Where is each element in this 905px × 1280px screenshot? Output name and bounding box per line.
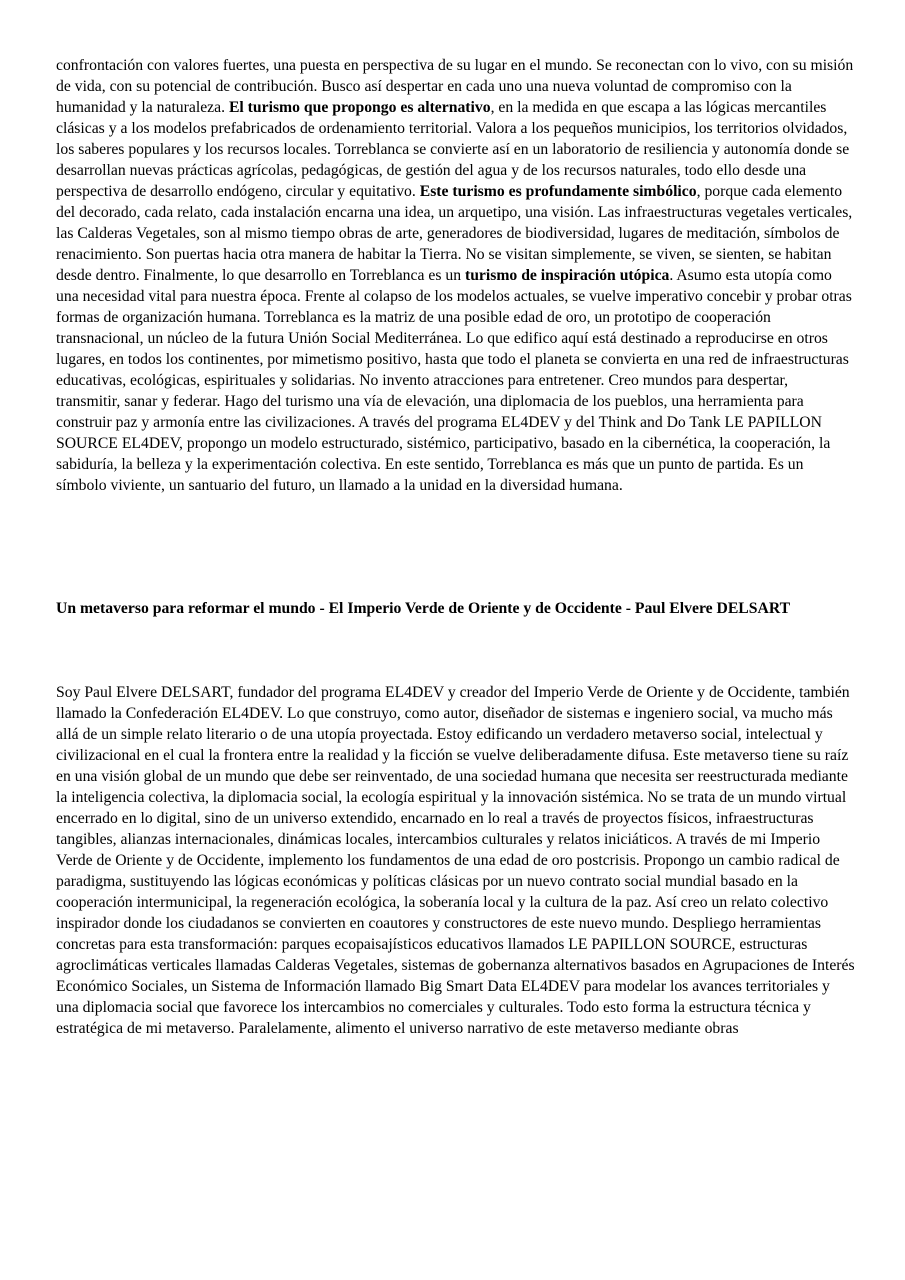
paragraph-text: . Asumo esta utopía como una necesidad vital para nuestra época. Frente al colapso de los modelos actuales, se vuelve imperativo concebir y probar otras formas de organización humana. Torreblanca es la matriz de una posible edad de oro, un prototipo de cooperación transnacional, un núcleo de la futura Unión Social Mediterránea. Lo que edifico aquí está destinado a reproducirse en otros lugares, en todos los continentes, por mimetismo positivo, hasta que todo el planeta se convierta en una red de infraestructuras educativas, ecológicas, espirituales y solidarias. No invento atracciones para entretener. Creo mundos para despertar, transmitir, sanar y federar. Hago del turismo una vía de elevación, una diplomacia de los pueblos, una herramienta para construir paz y armonía entre las civilizaciones. A través del programa EL4DEV y del Think and Do Tank LE PAPILLON SOURCE EL4DEV, propongo un modelo estructurado, sistémico, participativo, basado en la cibernética, la cooperación, la sabiduría, la belleza y la experimentación colectiva. En este sentido, Torreblanca es más que un punto de partida. Es un símbolo viviente, un santuario del futuro, un llamado a la unidad en la diversidad humana. — [56, 267, 852, 494]
section-heading: Un metaverso para reformar el mundo - El Imperio Verde de Oriente y de Occidente - Paul Elvere DELSART — [56, 600, 791, 617]
document-page — [56, 55, 856, 1039]
bold-phrase-alternative-tourism: El turismo que propongo es alternativo — [228, 99, 491, 116]
paragraph-text: , porque cada elemento del decorado, cada relato, cada instalación encarna una idea, un arquetipo, una visión. Las infraestructuras vegetales verticales, las Calderas Vegetales, son al mismo tiempo obras de arte, generadores de biodiversidad, lugares de meditación, símbolos de renacimiento. Son puertas hacia otra manera de habitar la Tierra. No se visitan simplemente, se viven, se sienten, se habitan desde dentro. Finalmente, lo que desarrollo en Torreblanca es un — [56, 183, 853, 284]
bold-phrase-symbolic-tourism: Este turismo es profundamente simbólico — [419, 183, 697, 200]
paragraph-text: , en la medida en que escapa a las lógicas mercantiles clásicas y a los modelos prefabricados de ordenamiento territorial. Valora a los pequeños municipios, los territorios olvidados, los saberes populares y los recursos locales. Torreblanca se convierte así en un laboratorio de resiliencia y autonomía donde se desarrollan nuevas prácticas agrícolas, pedagógicas, de gestión del agua y de los recursos naturales, todo ello desde una perspectiva de desarrollo endógeno, circular y equitativo. — [56, 99, 850, 200]
body-paragraph-metaverse: Soy Paul Elvere DELSART, fundador del programa EL4DEV y creador del Imperio Verde de Oriente y de Occidente, también llamado la Confederación EL4DEV. Lo que construyo, como autor, diseñador de sistemas e ingeniero social, va mucho más allá de un simple relato literario o de una utopía proyectada. Estoy edificando un verdadero metaverso social, intelectual y civilizacional en el cual la frontera entre la realidad y la ficción se vuelve deliberadamente difusa. Este metaverso tiene su raíz en una visión global de un mundo que debe ser reinventado, de una sociedad humana que necesita ser reestructurada mediante la inteligencia colectiva, la diplomacia social, la ecología espiritual y la innovación sistémica. No se trata de un mundo virtual encerrado en lo digital, sino de un universo extendido, encarnado en lo real a través de proyectos físicos, infraestructuras tangibles, alianzas internacionales, dinámicas locales, intercambios culturales y relatos iniciáticos. A través de mi Imperio Verde de Oriente y de Occidente, implemento los fundamentos de una edad de oro postcrisis. Propongo un cambio radical de paradigma, sustituyendo las lógicas económicas y políticas clásicas por un nuevo contrato social mundial basado en la cooperación intermunicipal, la regeneración ecológica, la soberanía local y la cultura de la paz. Así creo un relato colectivo inspirador donde los ciudadanos se convierten en coautores y constructores de este nuevo mundo. Despliego herramientas concretas para esta transformación: parques ecopaisajísticos educativos llamados LE PAPILLON SOURCE, estructuras agroclimáticas verticales llamadas Calderas Vegetales, sistemas de gobernanza alternativos basados en Agrupaciones de Interés Económico Sociales, un Sistema de Información llamado Big Smart Data EL4DEV para modelar los avances territoriales y una diplomacia social que favorece los intercambios no comerciales y culturales. Todo esto forma la estructura técnica y estratégica de mi metaverso. Paralelamente, alimento el universo narrativo de este metaverso mediante obras — [56, 684, 855, 1037]
bold-phrase-utopian-tourism: turismo de inspiración utópica — [464, 267, 670, 284]
paragraph-text: confrontación con valores fuertes, una puesta en perspectiva de su lugar en el mundo. Se reconectan con lo vivo, con su misión de vida, con su potencial de contribución. Busco así despertar en cada uno una nueva voluntad de compromiso con la humanidad y la naturaleza. — [56, 57, 854, 116]
body-paragraph-tourism — [56, 55, 856, 496]
